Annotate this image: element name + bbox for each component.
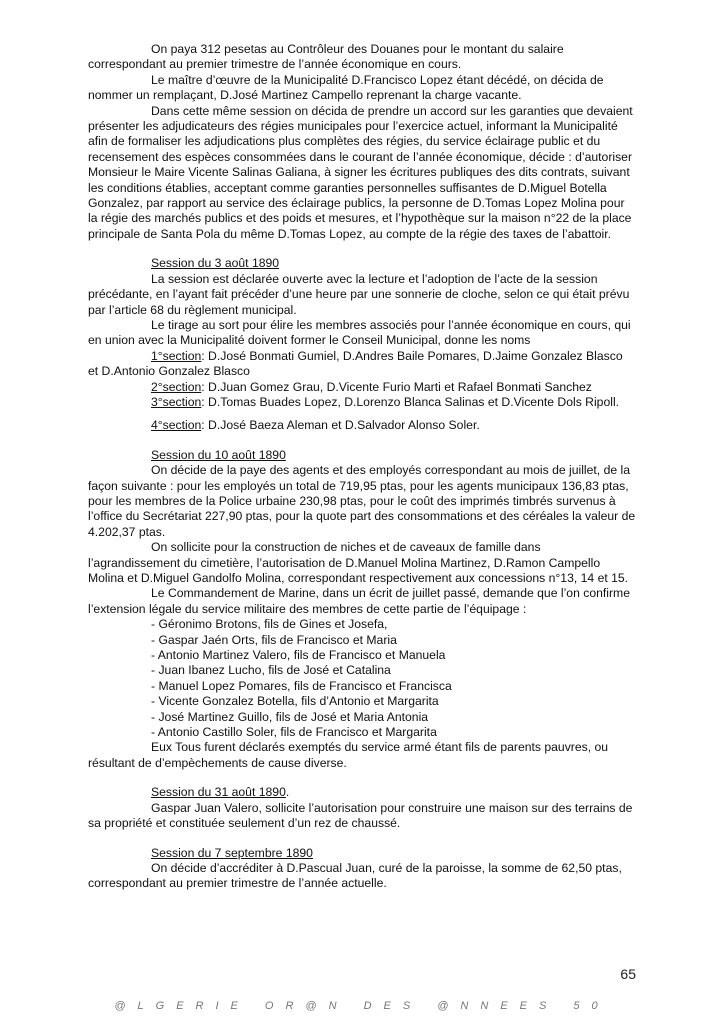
- list-item: - Manuel Lopez Pomares, fils de Francisco et Francisca: [151, 678, 452, 693]
- session2-paragraph-4: Eux Tous furent déclarés exemptés du service armé étant fils de parents pauvres, ou résultant de d’empèchements de cause diverse.: [88, 740, 609, 770]
- session-heading-31-aout: [151, 785, 636, 800]
- session3-heading-suffix: .: [285, 785, 290, 800]
- session2-paragraph-1: On décide de la paye des agents et des employés correspondant au mois de juillet, de la façon suivante : pour les employés un total de 719,95 ptas, pour les agents municipaux 136,83 ptas, pour les membres de la Police urbaine 230,98 ptas, pour le coût des imprimés timbrés survenus à l’office du Secrétariat 227,90 ptas, pour la quote part des consommations et des céréales la valeur de 4.202,37 ptas.: [88, 463, 636, 539]
- section-4-line: [88, 418, 636, 433]
- footer-watermark: @LGERIE OR@N DES @NNEES 50: [114, 1000, 610, 1012]
- section-2-text: : D.Juan Gomez Grau, D.Vicente Furio Marti et Rafael Bonmati Sanchez: [201, 379, 592, 394]
- section-3-label: 3°section: [151, 394, 202, 409]
- document-page: [88, 42, 636, 892]
- intro-paragraph-2: Le maître d’œuvre de la Municipalité D.Francisco Lopez étant décédé, on décida de nommer un remplaçant, D.José Martinez Campello reprenant la charge vacante.: [88, 72, 604, 103]
- section-3-line: [88, 395, 636, 410]
- list-item: - Antonio Castillo Soler, fils de Francisco et Margarita: [151, 725, 437, 740]
- intro-paragraph-3: Dans cette même session on décida de prendre un accord sur les garanties que devaient présenter les adjudicateurs des régies municipales pour l’exercice actuel, informant la Municipalité afin de formaliser les adjudications plus complètes des régies, du service éclairage public et du recensement des espèces consommées dans le courant de l’année économique, décide : d’autoriser Monsieur le Maire Vicente Salinas Galiana, à signer les écritures publiques des dits contrats, suivant les conditions établies, acceptant comme garanties personnelles suffisantes de D.Miguel Botella Gonzalez, par rapport au service des éclairage publics, la personne de D.Tomas Lopez Molina pour la régie des marchés publics et des poids et mesures, et l’hypothèque sur la maison n°22 de la place principale de Santa Pola du même D.Tomas Lopez, au compte de la régie des taxes de l’abattoir.: [88, 103, 633, 241]
- session3-paragraph-1: Gaspar Juan Valero, sollicite l’autorisation pour construire une maison sur des terrains de sa propriété et constituée seulement d’un rez de chaussé.: [88, 800, 633, 831]
- section-2-label: 2°section: [151, 379, 202, 394]
- list-item: - Gaspar Jaén Orts, fils de Francisco et Maria: [151, 632, 397, 647]
- session-heading-3-aout: Session du 3 août 1890: [151, 256, 280, 271]
- session2-paragraph-2: On sollicite pour la construction de niches et de caveaux de famille dans l’agrandissement du cimetière, l’autorisation de D.Manuel Molina Martinez, D.Ramon Campello Molina et D.Miguel Gandolfo Molina, correspondant respectivement aux concessions n°13, 14 et 15.: [88, 540, 629, 585]
- session3-heading-text: Session du 31 août 1890: [151, 785, 286, 800]
- section-4-text: : D.José Baeza Aleman et D.Salvador Alonso Soler.: [201, 418, 480, 433]
- section-3-text: : D.Tomas Buades Lopez, D.Lorenzo Blanca Salinas et D.Vicente Dols Ripoll.: [201, 394, 620, 409]
- section-2-line: [88, 380, 636, 395]
- session2-paragraph-3: Le Commandement de Marine, dans un écrit de juillet passé, demande que l’on confirme l’extension légale du service militaire des membres de cette partie de l’équipage :: [88, 586, 630, 616]
- page-number: 65: [620, 966, 636, 982]
- crew-list: [88, 617, 636, 740]
- section-1-line: [88, 349, 636, 380]
- list-item: - Géronimo Brotons, fils de Gines et Josefa,: [151, 617, 388, 632]
- list-item: - Juan Ibanez Lucho, fils de José et Catalina: [151, 663, 391, 678]
- session-heading-10-aout: Session du 10 août 1890: [151, 447, 286, 462]
- session1-paragraph-1: La session est déclarée ouverte avec la lecture et l’adoption de l’acte de la session précédante, en l’ayant fait précéder d’une heure par une sonnerie de cloche, selon ce qui était prévu par l’article 68 du règlement municipal.: [88, 271, 630, 317]
- session-heading-7-septembre: Session du 7 septembre 1890: [151, 845, 313, 860]
- session4-paragraph-1: On décide d’accréditer à D.Pascual Juan, curé de la paroisse, la somme de 62,50 ptas, correspondant au premier trimestre de l’année actuelle.: [88, 860, 622, 891]
- section-1-label: 1°section: [151, 348, 202, 363]
- intro-paragraph-1: On paya 312 pesetas au Contrôleur des Douanes pour le montant du salaire correspondant au premier trimestre de l’année économique en cours.: [88, 42, 564, 72]
- list-item: - José Martinez Guillo, fils de José et Maria Antonia: [151, 709, 429, 724]
- list-item: - Vicente Gonzalez Botella, fils d’Antonio et Margarita: [151, 694, 439, 709]
- list-item: - Antonio Martinez Valero, fils de Francisco et Manuela: [151, 648, 446, 663]
- section-4-label: 4°section: [151, 418, 202, 433]
- section-1-text: : D.José Bonmati Gumiel, D.Andres Baile Pomares, D.Jaime Gonzalez Blasco et D.Antonio Gonzalez Blasco: [88, 348, 623, 379]
- session1-paragraph-2: Le tirage au sort pour élire les membres associés pour l’année économique en cours, qui en union avec la Municipalité doivent former le Conseil Municipal, donne les noms: [88, 317, 631, 348]
